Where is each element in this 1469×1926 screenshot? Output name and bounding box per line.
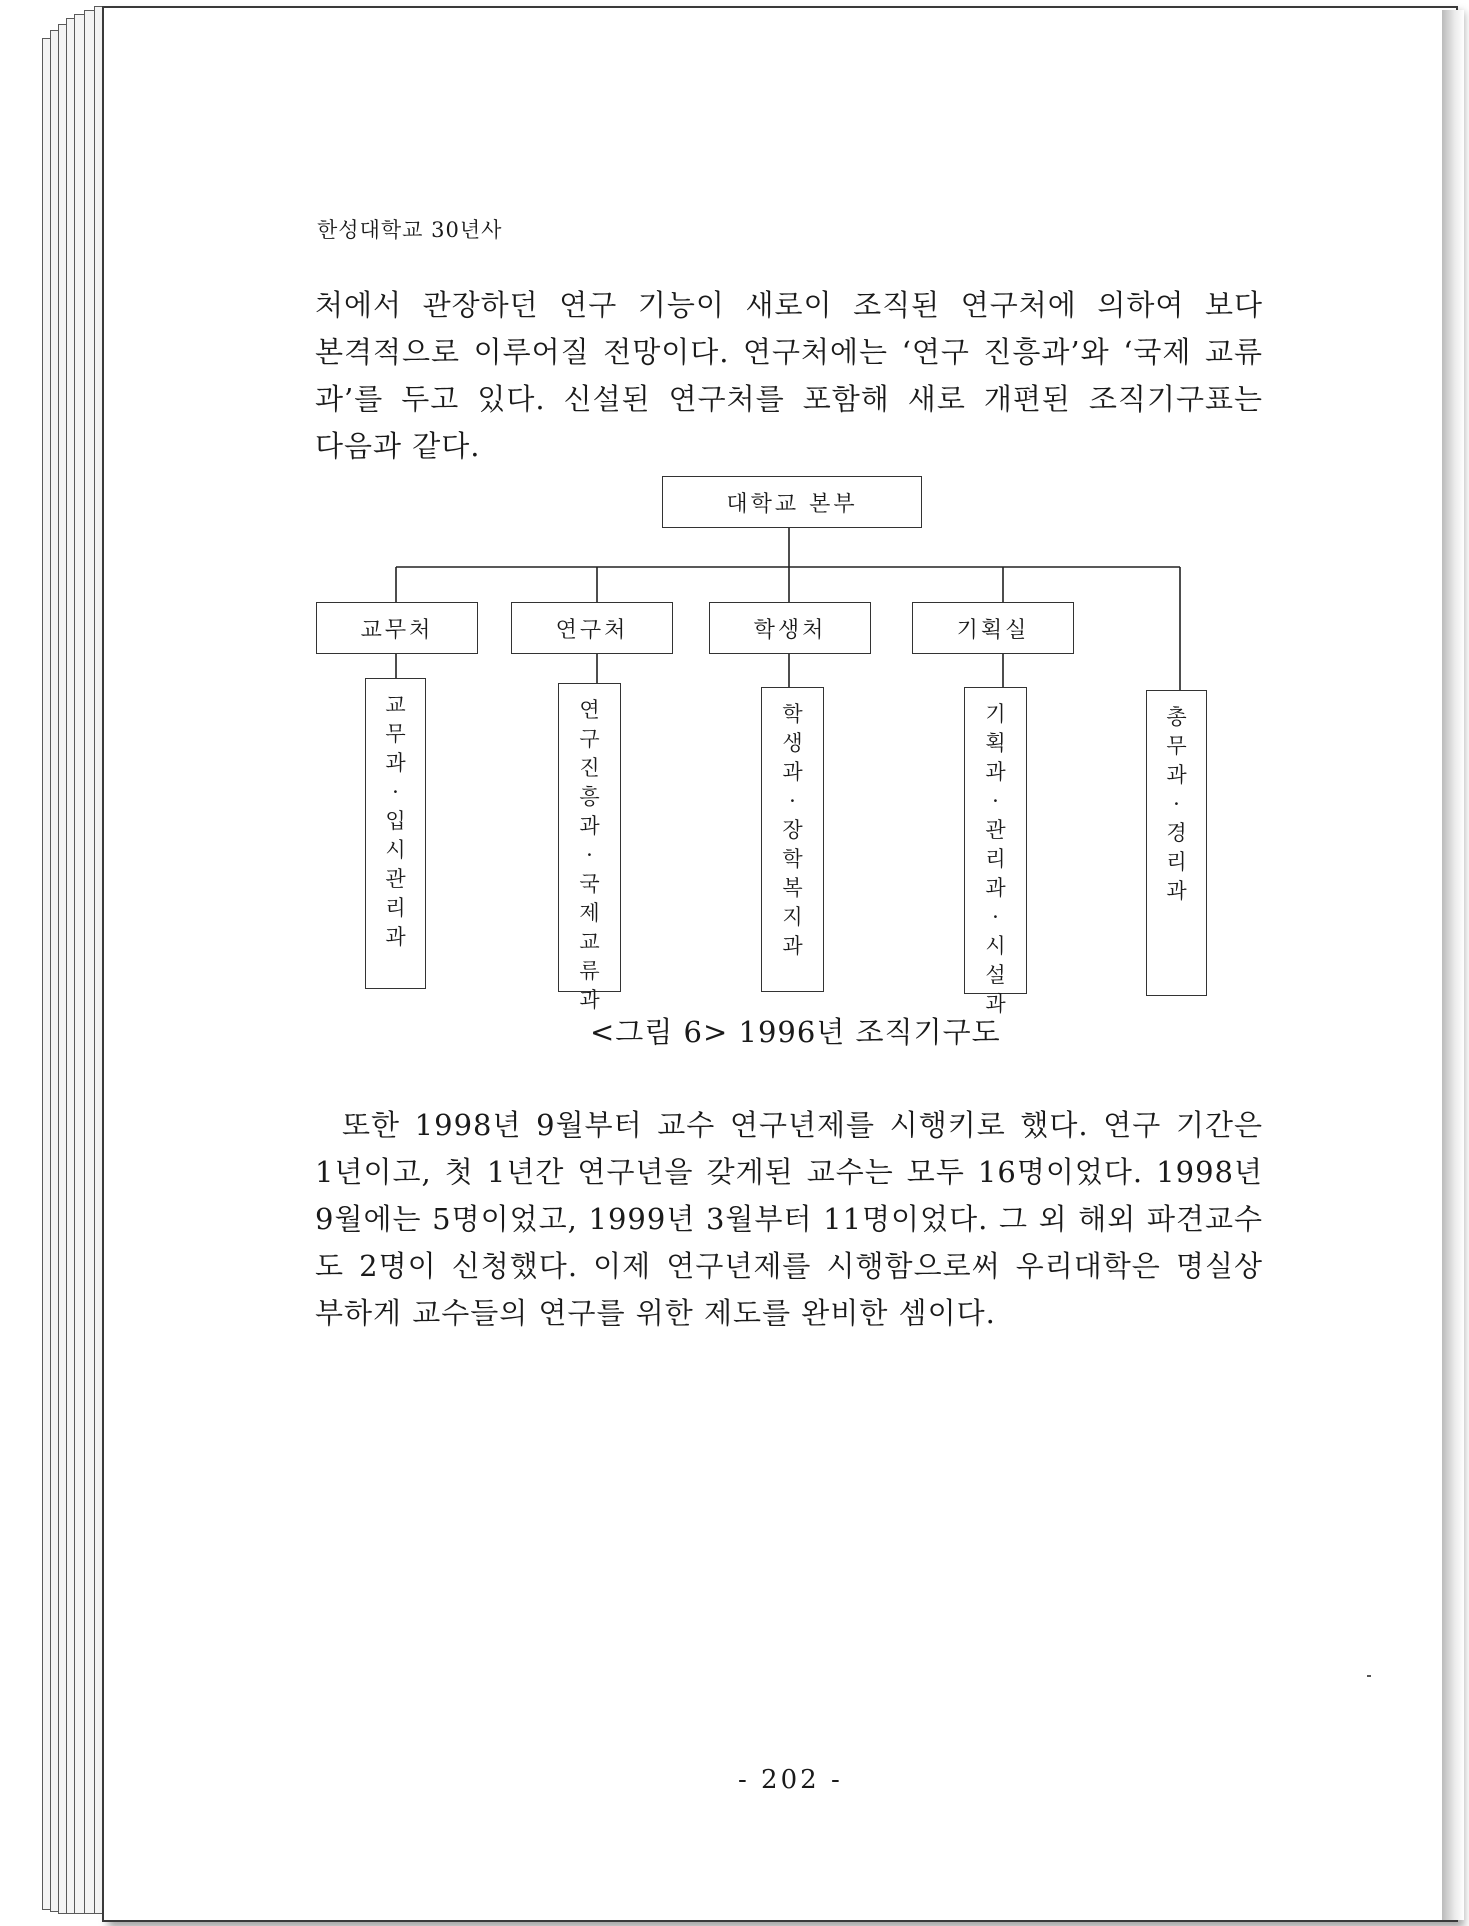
paragraph-line: 다음과 같다.	[315, 429, 481, 463]
org-office-box	[709, 602, 871, 654]
org-office-label: 학생처	[753, 617, 827, 643]
paragraph-line: 본격적으로 이루어질 전망이다. 연구처에는 ‘연구 진흥과’와 ‘국제 교류	[315, 335, 1263, 369]
org-department-label: 교무과·입시관리과	[385, 693, 406, 949]
scan-speck	[1367, 1675, 1371, 1677]
org-office-box	[316, 602, 478, 654]
org-department-label: 기획과·관리과·시설과	[985, 702, 1006, 1016]
org-department-box	[761, 687, 824, 992]
org-department-label: 연구진흥과·국제교류과	[579, 698, 600, 1012]
paragraph-line: 또한 1998년 9월부터 교수 연구년제를 시행키로 했다. 연구 기간은	[342, 1108, 1263, 1142]
org-department-label: 학생과·장학복지과	[782, 702, 803, 958]
org-department-label: 총무과·경리과	[1166, 705, 1187, 903]
org-department-box	[964, 687, 1027, 1016]
paragraph-line: 도 2명이 신청했다. 이제 연구년제를 시행함으로써 우리대학은 명실상	[315, 1249, 1263, 1283]
org-department-box	[1146, 690, 1207, 996]
org-office-box	[511, 602, 673, 654]
paragraph-line: 부하게 교수들의 연구를 위한 제도를 완비한 셈이다.	[315, 1296, 996, 1330]
figure-caption: <그림 6> 1996년 조직기구도	[590, 1015, 1001, 1049]
org-root-box	[662, 476, 922, 528]
org-office-box	[912, 602, 1074, 654]
running-head: 한성대학교 30년사	[317, 218, 503, 242]
page-number: - 202 -	[738, 1765, 843, 1795]
paragraph-2	[315, 1102, 1263, 1337]
org-department-box	[558, 683, 621, 1012]
org-root-label: 대학교 본부	[726, 491, 858, 517]
paragraph-line: 처에서 관장하던 연구 기능이 새로이 조직된 연구처에 의하여 보다	[315, 288, 1263, 322]
paragraph-line: 과’를 두고 있다. 신설된 연구처를 포함해 새로 개편된 조직기구표는	[315, 382, 1263, 416]
org-office-label: 기획실	[956, 617, 1030, 643]
org-department-box	[365, 678, 426, 989]
paragraph-line: 9월에는 5명이었고, 1999년 3월부터 11명이었다. 그 외 해외 파견교수	[315, 1202, 1263, 1236]
org-office-label: 교무처	[360, 617, 434, 643]
paragraph-line: 1년이고, 첫 1년간 연구년을 갖게된 교수는 모두 16명이었다. 1998년	[315, 1155, 1263, 1189]
org-office-label: 연구처	[555, 617, 629, 643]
